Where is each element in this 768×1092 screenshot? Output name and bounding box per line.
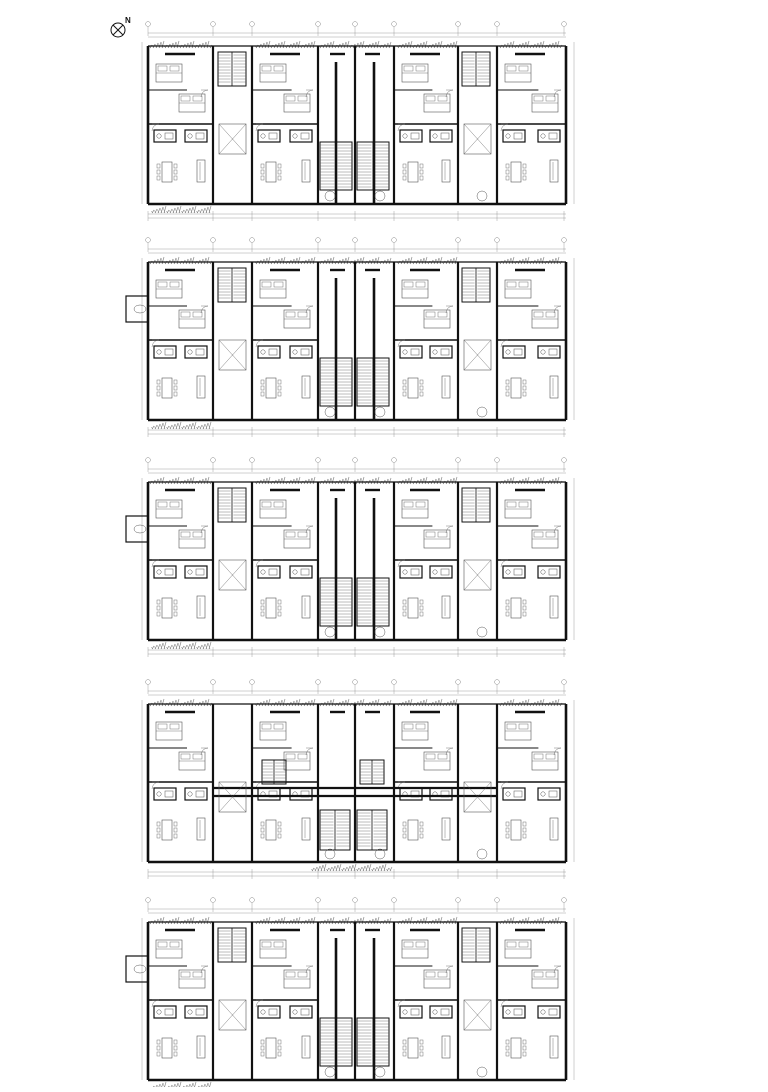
bathroom [154, 788, 176, 800]
balcony [126, 956, 148, 982]
bed [505, 280, 531, 298]
grid-bubble [562, 680, 567, 685]
dining-table [403, 820, 423, 840]
dining-table [157, 1038, 177, 1058]
round-table [375, 1067, 385, 1077]
dining-table [506, 820, 526, 840]
grid-bubble [495, 22, 500, 27]
stair [262, 760, 286, 784]
bathroom [185, 130, 207, 142]
grid-bubble [392, 238, 397, 243]
bathroom [185, 1006, 207, 1018]
planting-strip [499, 41, 562, 48]
floor-plan-2 [126, 238, 574, 437]
grid-bubble [146, 238, 151, 243]
grid-bubble [562, 458, 567, 463]
balcony [126, 516, 148, 542]
grid-bubble [353, 22, 358, 27]
stair [462, 52, 490, 86]
grid-bubble [495, 898, 500, 903]
planting-strip [151, 206, 211, 213]
dining-table [157, 820, 177, 840]
bed [402, 722, 428, 740]
bed [260, 280, 286, 298]
round-table [325, 191, 335, 201]
bathroom [400, 346, 422, 358]
balcony-table [134, 965, 146, 973]
bed [402, 940, 428, 958]
bathroom [430, 566, 452, 578]
bathroom [400, 566, 422, 578]
bed [156, 64, 182, 82]
grid-bubble [250, 458, 255, 463]
planting-strip [397, 917, 457, 924]
grid-bubble [495, 680, 500, 685]
bed [402, 500, 428, 518]
planting-strip [397, 477, 457, 484]
balcony [126, 296, 148, 322]
grid-bubble [456, 238, 461, 243]
round-table [375, 627, 385, 637]
grid-bubble [316, 238, 321, 243]
dining-table [506, 1038, 526, 1058]
bathroom [258, 566, 280, 578]
bathroom [538, 566, 560, 578]
bathroom [258, 1006, 280, 1018]
grid-bubble [316, 680, 321, 685]
grid-bubble [211, 458, 216, 463]
planting-strip [149, 257, 212, 264]
dining-table [261, 162, 281, 182]
planting-strip [149, 917, 212, 924]
round-table [477, 849, 487, 859]
stair [218, 268, 246, 302]
bed [156, 722, 182, 740]
planting-strip [255, 917, 315, 924]
grid-bubble [211, 680, 216, 685]
grid-bubble [211, 22, 216, 27]
grid-bubble [456, 898, 461, 903]
bathroom [430, 1006, 452, 1018]
bed [260, 64, 286, 82]
grid-bubble [392, 458, 397, 463]
sofa [302, 1036, 310, 1058]
grid-bubble [146, 458, 151, 463]
round-table [375, 407, 385, 417]
bathroom [400, 788, 422, 800]
grid-bubble [146, 898, 151, 903]
stair [462, 928, 490, 962]
grid-bubble [495, 458, 500, 463]
bathroom [185, 566, 207, 578]
sofa [442, 596, 450, 618]
planting-strip [149, 41, 212, 48]
grid-bubble [353, 680, 358, 685]
planting-strip [397, 699, 457, 706]
sofa [442, 160, 450, 182]
round-table [325, 1067, 335, 1077]
round-table [477, 407, 487, 417]
bathroom [503, 788, 525, 800]
round-table [477, 191, 487, 201]
round-table [325, 407, 335, 417]
stair [218, 52, 246, 86]
bed [156, 940, 182, 958]
planting-strip [149, 699, 212, 706]
bed [402, 64, 428, 82]
grid-bubble [562, 898, 567, 903]
bathroom [503, 566, 525, 578]
bathroom [290, 566, 312, 578]
floor-plan-3 [126, 458, 574, 657]
grid-bubble [250, 898, 255, 903]
planting-strip [397, 257, 457, 264]
dining-table [506, 378, 526, 398]
stair [462, 488, 490, 522]
bathroom [154, 346, 176, 358]
bed [260, 940, 286, 958]
dining-table [261, 1038, 281, 1058]
bathroom [185, 346, 207, 358]
dining-table [403, 378, 423, 398]
bathroom [538, 1006, 560, 1018]
planting-strip [255, 699, 315, 706]
dining-table [157, 598, 177, 618]
grid-bubble [146, 680, 151, 685]
round-table [375, 191, 385, 201]
bathroom [258, 788, 280, 800]
planting-strip [311, 864, 392, 871]
bed [505, 940, 531, 958]
dining-table [403, 162, 423, 182]
sofa [302, 160, 310, 182]
bathroom [430, 130, 452, 142]
north-label: N [125, 16, 131, 25]
grid-bubble [392, 680, 397, 685]
bathroom [290, 1006, 312, 1018]
planting-strip [499, 917, 562, 924]
stair [320, 810, 350, 850]
stair [357, 810, 387, 850]
grid-bubble [456, 680, 461, 685]
north-arrow-icon [111, 23, 125, 37]
plans-layer [126, 22, 574, 1087]
sofa [550, 596, 558, 618]
grid-bubble [250, 22, 255, 27]
sofa [197, 160, 205, 182]
floor-plan-5 [126, 898, 574, 1087]
bathroom [430, 346, 452, 358]
grid-bubble [316, 458, 321, 463]
bathroom [503, 130, 525, 142]
bathroom [503, 346, 525, 358]
round-table [477, 1067, 487, 1077]
bed [505, 722, 531, 740]
grid-bubble [316, 22, 321, 27]
dining-table [261, 598, 281, 618]
grid-bubble [353, 898, 358, 903]
sofa [442, 1036, 450, 1058]
grid-bubble [456, 22, 461, 27]
sofa [550, 376, 558, 398]
grid-bubble [250, 680, 255, 685]
grid-bubble [495, 238, 500, 243]
bed [260, 500, 286, 518]
bathroom [400, 1006, 422, 1018]
grid-bubble [562, 22, 567, 27]
grid-bubble [316, 898, 321, 903]
planting-strip [151, 642, 211, 649]
bathroom [154, 1006, 176, 1018]
bathroom [538, 130, 560, 142]
grid-bubble [562, 238, 567, 243]
dining-table [157, 378, 177, 398]
balcony-table [134, 305, 146, 313]
sofa [302, 376, 310, 398]
planting-strip [151, 422, 211, 429]
bathroom [290, 346, 312, 358]
planting-strip [499, 477, 562, 484]
planting-strip [255, 41, 315, 48]
planting-strip [255, 257, 315, 264]
round-table [325, 627, 335, 637]
planting-strip [151, 1082, 211, 1087]
dining-table [157, 162, 177, 182]
grid-bubble [146, 22, 151, 27]
dining-table [403, 598, 423, 618]
dining-table [403, 1038, 423, 1058]
sofa [302, 596, 310, 618]
sofa [442, 818, 450, 840]
sofa [550, 1036, 558, 1058]
bed [402, 280, 428, 298]
bathroom [154, 130, 176, 142]
bed [260, 722, 286, 740]
bed [505, 500, 531, 518]
stair [218, 488, 246, 522]
sofa [197, 596, 205, 618]
stair [218, 928, 246, 962]
grid-bubble [456, 458, 461, 463]
grid-bubble [353, 238, 358, 243]
sofa [550, 818, 558, 840]
bathroom [258, 130, 280, 142]
bathroom [258, 346, 280, 358]
bathroom [503, 1006, 525, 1018]
bathroom [185, 788, 207, 800]
dining-table [506, 598, 526, 618]
sofa [197, 1036, 205, 1058]
sofa [197, 376, 205, 398]
bathroom [290, 788, 312, 800]
planting-strip [499, 699, 562, 706]
bed [156, 500, 182, 518]
bathroom [154, 566, 176, 578]
grid-bubble [211, 238, 216, 243]
balcony-table [134, 525, 146, 533]
planting-strip [499, 257, 562, 264]
bathroom [538, 346, 560, 358]
planting-strip [397, 41, 457, 48]
floor-plan-1 [142, 22, 574, 221]
floor-plan-4 [142, 680, 574, 879]
grid-bubble [353, 458, 358, 463]
bathroom [538, 788, 560, 800]
sofa [302, 818, 310, 840]
planting-strip [149, 477, 212, 484]
grid-bubble [392, 22, 397, 27]
sofa [197, 818, 205, 840]
bed [505, 64, 531, 82]
grid-bubble [211, 898, 216, 903]
stair [462, 268, 490, 302]
sofa [442, 376, 450, 398]
bed [156, 280, 182, 298]
planting-strip [255, 477, 315, 484]
dining-table [261, 820, 281, 840]
grid-bubble [392, 898, 397, 903]
bathroom [290, 130, 312, 142]
stair [360, 760, 384, 784]
dining-table [506, 162, 526, 182]
sofa [550, 160, 558, 182]
round-table [477, 627, 487, 637]
dining-table [261, 378, 281, 398]
bathroom [400, 130, 422, 142]
grid-bubble [250, 238, 255, 243]
bathroom [430, 788, 452, 800]
